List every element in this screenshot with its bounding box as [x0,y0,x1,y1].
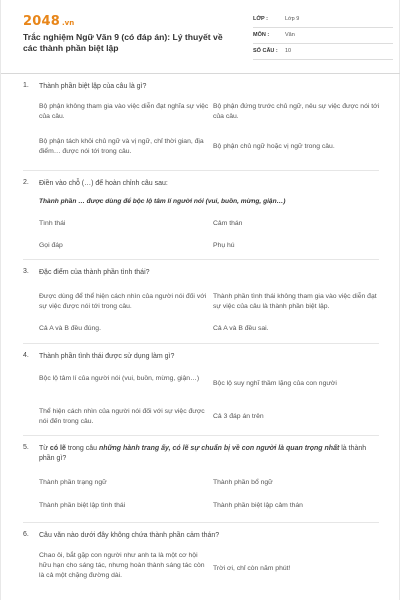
option-a[interactable]: Tình thái [39,220,66,227]
option-c[interactable]: Gọi đáp [39,242,63,249]
option-d[interactable]: Phụ hú [213,242,235,249]
question-separator [23,170,379,171]
meta-key: SỐ CÂU : [253,48,278,54]
page-header [23,14,383,64]
option-a[interactable]: Chao ôi, bắt gặp con người như anh ta là một cơ hội hữu hạn cho sáng tác, nhưng hoàn thành sáng tác còn là cả một chặng đường dài. [39,552,205,579]
option-d[interactable]: Thành phần biệt lập cảm thán [213,502,303,509]
question-separator [23,343,379,344]
option-c[interactable]: Cả A và B đều đúng. [39,325,101,332]
meta-value: Văn [285,32,295,38]
question-separator [23,522,379,523]
option-a[interactable]: Được dùng để thể hiện cách nhìn của người nói đối với sự việc được nói tới trong câu. [39,293,207,310]
meta-value: 10 [285,48,292,54]
meta-row-subject [253,30,393,44]
question-number: 2. [23,179,29,186]
question-keyword: có lẽ [49,445,66,452]
question-separator [23,259,379,260]
meta-row-count [253,46,393,60]
question-number: 3. [23,268,29,275]
option-b[interactable]: Bộc lộ suy nghĩ thầm lặng của con người [213,380,337,387]
option-c[interactable]: Thể hiện cách nhìn của người nói đối với sự việc được nói đến trong câu. [39,408,205,425]
question-text: Thành phần biệt lập của câu là gì? [39,83,147,90]
logo-domain-text: .vn [61,19,75,27]
option-d[interactable]: Cả 3 đáp án trên [213,413,264,420]
site-logo[interactable] [23,14,74,28]
question-number: 6. [23,531,29,538]
option-a[interactable]: Thành phần trạng ngữ [39,479,107,486]
option-d[interactable]: Cả A và B đều sai. [213,325,269,332]
option-c[interactable]: Bộ phận tách khỏi chủ ngữ và vị ngữ, chỉ thời gian, địa điểm… được nói tới trong câu. [39,138,204,155]
logo-main-text: 2048 [23,14,60,29]
option-b[interactable]: Trời ơi, chỉ còn năm phút! [213,565,291,572]
option-b[interactable]: Cảm thán [213,220,243,227]
question-text-part: là thành phần gì? [39,445,367,462]
option-a[interactable]: Bộ phận không tham gia vào việc diễn đạt nghĩa sự việc của câu. [39,103,209,120]
question-text: Thành phần tình thái được sử dụng làm gì? [39,353,175,360]
option-b[interactable]: Thành phần tình thái không tham gia vào việc diễn đạt sự việc của câu là thành phần biệt lập. [213,293,377,310]
meta-row-class [253,14,393,28]
question-text: Điền vào chỗ (…) để hoàn chỉnh câu sau: [39,180,168,187]
question-separator [23,435,379,436]
question-text [39,444,379,464]
option-d[interactable]: Bộ phận chủ ngữ hoặc vị ngữ trong câu. [213,143,335,150]
question-text-part: Từ [39,445,50,452]
question-number: 1. [23,82,29,89]
option-c[interactable]: Thành phần biệt lập tình thái [39,502,126,509]
question-text: Đặc điểm của thành phần tình thái? [39,269,150,276]
question-number: 5. [23,444,29,451]
question-quote: Thành phần … được dùng để bộc lộ tâm lí người nói (vui, buồn, mừng, giận…) [39,198,286,205]
question-sentence: những hành trang ấy, có lẽ sự chuẩn bị về con người là quan trọng nhất [98,445,340,452]
meta-key: LỚP : [253,16,268,22]
header-divider [1,73,400,74]
page-title: Trắc nghiệm Ngữ Văn 9 (có đáp án): Lý thuyết về các thành phần biệt lập [23,32,223,53]
meta-key: MÔN : [253,32,270,38]
question-number: 4. [23,352,29,359]
option-b[interactable]: Bộ phận đứng trước chủ ngữ, nêu sự việc được nói tới của câu. [213,103,380,120]
meta-value: Lớp 9 [285,16,300,22]
question-text: Câu văn nào dưới đây không chứa thành phần cảm thán? [39,532,220,539]
question-text-part: trong câu [65,445,99,452]
option-a[interactable]: Bộc lộ tâm lí của người nói (vui, buồn, mừng, giận…) [39,375,200,382]
option-b[interactable]: Thành phần bổ ngữ [213,479,273,486]
